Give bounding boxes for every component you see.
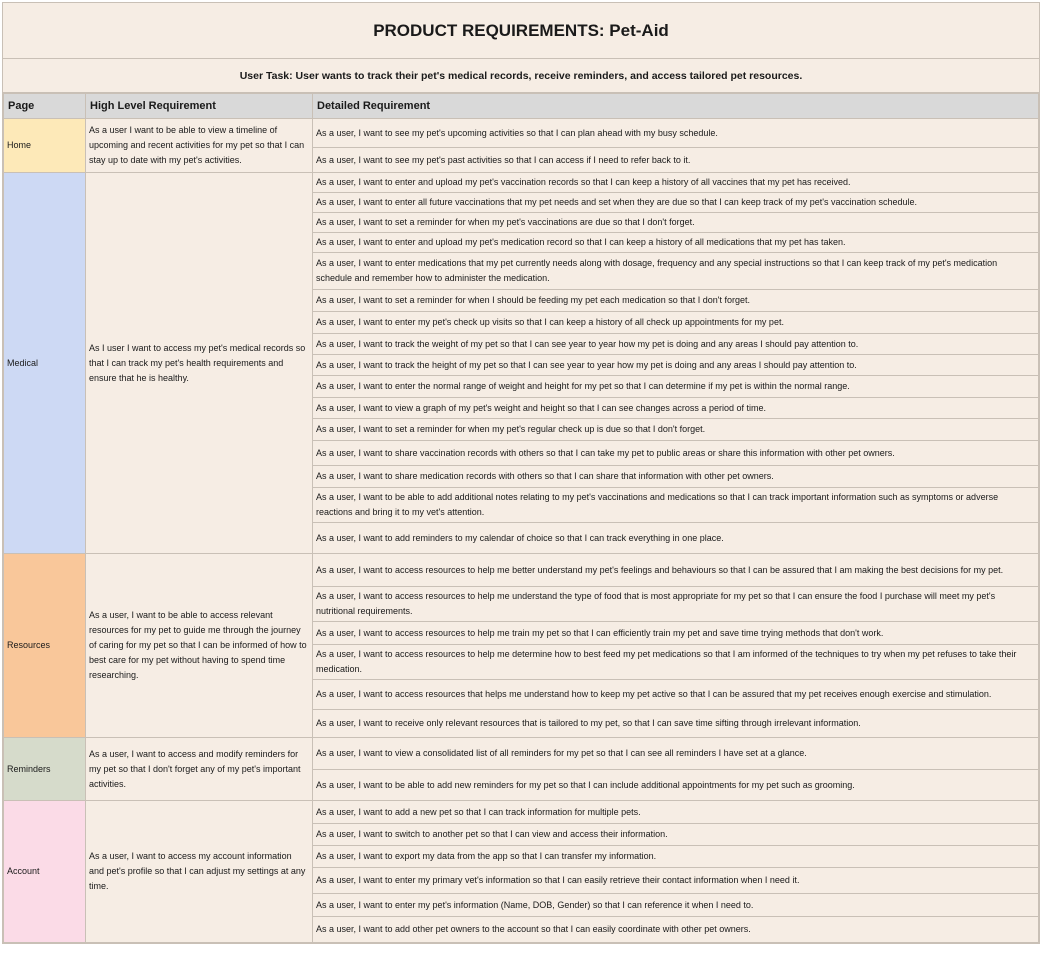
detailed-requirement: As a user, I want to enter all future vaccinations that my pet needs and set when they are due so that I can keep track of my pet's vaccination schedule. bbox=[313, 193, 1039, 213]
table-row bbox=[4, 801, 1039, 824]
page-cell-home: Home bbox=[4, 119, 86, 173]
table-row bbox=[4, 119, 1039, 148]
detailed-requirement: As a user, I want to share medication records with others so that I can share that information with other pet owners. bbox=[313, 466, 1039, 488]
detailed-requirement: As a user, I want to track the weight of my pet so that I can see year to year how my pet is doing and any areas I should pay attention to. bbox=[313, 334, 1039, 355]
table-row bbox=[4, 173, 1039, 193]
high-level-requirement-account: As a user, I want to access my account information and pet's profile so that I can adjust my settings at any time. bbox=[86, 801, 313, 943]
column-header-page: Page bbox=[4, 94, 86, 119]
detailed-requirement: As a user, I want to enter my primary vet's information so that I can easily retrieve their contact information when I need it. bbox=[313, 868, 1039, 894]
detailed-requirement: As a user, I want to see my pet's past activities so that I can access if I need to refer back to it. bbox=[313, 148, 1039, 173]
high-level-requirement-resources: As a user, I want to be able to access relevant resources for my pet to guide me through the journey of caring for my pet so that I can be informed of how to best care for my pet without having to spend time researching. bbox=[86, 554, 313, 738]
user-task: User Task: User wants to track their pet's medical records, receive reminders, and access tailored pet resources. bbox=[3, 59, 1039, 93]
high-level-requirement-home: As a user I want to be able to view a timeline of upcoming and recent activities for my pet so that I can stay up to date with my pet's activities. bbox=[86, 119, 313, 173]
high-level-requirement-medical: As I user I want to access my pet's medical records so that I can track my pet's health requirements and ensure that he is healthy. bbox=[86, 173, 313, 554]
table-header-row bbox=[4, 94, 1039, 119]
high-level-requirement-reminders: As a user, I want to access and modify reminders for my pet so that I don't forget any of my pet's important activities. bbox=[86, 738, 313, 801]
detailed-requirement: As a user, I want to enter my pet's check up visits so that I can keep a history of all check up appointments for my pet. bbox=[313, 312, 1039, 334]
detailed-requirement: As a user, I want to enter the normal range of weight and height for my pet so that I can determine if my pet is within the normal range. bbox=[313, 376, 1039, 398]
detailed-requirement: As a user, I want to enter my pet's information (Name, DOB, Gender) so that I can reference it when I need to. bbox=[313, 894, 1039, 917]
detailed-requirement: As a user, I want to set a reminder for when I should be feeding my pet each medication so that I don't forget. bbox=[313, 290, 1039, 312]
requirements-sheet bbox=[2, 2, 1040, 944]
detailed-requirement: As a user, I want to enter and upload my pet's medication record so that I can keep a history of all medications that my pet has taken. bbox=[313, 233, 1039, 253]
detailed-requirement: As a user, I want to view a graph of my pet's weight and height so that I can see changes across a period of time. bbox=[313, 398, 1039, 419]
detailed-requirement: As a user, I want to see my pet's upcoming activities so that I can plan ahead with my busy schedule. bbox=[313, 119, 1039, 148]
detailed-requirement: As a user, I want to add reminders to my calendar of choice so that I can track everything in one place. bbox=[313, 523, 1039, 554]
detailed-requirement: As a user, I want to switch to another pet so that I can view and access their information. bbox=[313, 824, 1039, 846]
detailed-requirement: As a user, I want to access resources to help me better understand my pet's feelings and behaviours so that I can be assured that I am making the best decisions for my pet. bbox=[313, 554, 1039, 587]
page-cell-medical: Medical bbox=[4, 173, 86, 554]
detailed-requirement: As a user, I want to share vaccination records with others so that I can take my pet to public areas or share this information with other pet owners. bbox=[313, 441, 1039, 466]
detailed-requirement: As a user, I want to set a reminder for when my pet's vaccinations are due so that I don't forget. bbox=[313, 213, 1039, 233]
detailed-requirement: As a user, I want to access resources to help me train my pet so that I can efficiently train my pet and save time trying methods that don't work. bbox=[313, 622, 1039, 645]
table-row bbox=[4, 738, 1039, 770]
table-row bbox=[4, 554, 1039, 587]
detailed-requirement: As a user, I want to access resources that helps me understand how to keep my pet active so that I can be assured that my pet receives enough exercise and stimulation. bbox=[313, 680, 1039, 710]
detailed-requirement: As a user, I want to be able to add additional notes relating to my pet's vaccinations and medications so that I can track important information such as symptoms or adverse reactions and bring it to my vet's attention. bbox=[313, 488, 1039, 523]
requirements-body bbox=[4, 119, 1039, 943]
page-cell-reminders: Reminders bbox=[4, 738, 86, 801]
detailed-requirement: As a user, I want to set a reminder for when my pet's regular check up is due so that I don't forget. bbox=[313, 419, 1039, 441]
detailed-requirement: As a user, I want to receive only relevant resources that is tailored to my pet, so that I can save time sifting through irrelevant information. bbox=[313, 710, 1039, 738]
column-header-high-level: High Level Requirement bbox=[86, 94, 313, 119]
requirements-table bbox=[3, 93, 1039, 943]
detailed-requirement: As a user, I want to be able to add new reminders for my pet so that I can include additional appointments for my pet such as grooming. bbox=[313, 770, 1039, 801]
page-cell-account: Account bbox=[4, 801, 86, 943]
document-title: PRODUCT REQUIREMENTS: Pet-Aid bbox=[3, 3, 1039, 59]
detailed-requirement: As a user, I want to add a new pet so that I can track information for multiple pets. bbox=[313, 801, 1039, 824]
detailed-requirement: As a user, I want to enter medications that my pet currently needs along with dosage, frequency and any special instructions so that I can keep track of my pet's medication schedule and remember how to administer the medication. bbox=[313, 253, 1039, 290]
detailed-requirement: As a user, I want to access resources to help me understand the type of food that is most appropriate for my pet so that I can ensure the food I purchase will meet my pet's nutritional requirements. bbox=[313, 587, 1039, 622]
detailed-requirement: As a user, I want to add other pet owners to the account so that I can easily coordinate with other pet owners. bbox=[313, 917, 1039, 943]
detailed-requirement: As a user, I want to access resources to help me determine how to best feed my pet medications so that I am informed of the techniques to try when my pet refuses to take their medication. bbox=[313, 645, 1039, 680]
detailed-requirement: As a user, I want to export my data from the app so that I can transfer my information. bbox=[313, 846, 1039, 868]
page-cell-resources: Resources bbox=[4, 554, 86, 738]
detailed-requirement: As a user, I want to view a consolidated list of all reminders for my pet so that I can see all reminders I have set at a glance. bbox=[313, 738, 1039, 770]
detailed-requirement: As a user, I want to track the height of my pet so that I can see year to year how my pet is doing and any areas I should pay attention to. bbox=[313, 355, 1039, 376]
detailed-requirement: As a user, I want to enter and upload my pet's vaccination records so that I can keep a history of all vaccines that my pet has received. bbox=[313, 173, 1039, 193]
column-header-detailed: Detailed Requirement bbox=[313, 94, 1039, 119]
